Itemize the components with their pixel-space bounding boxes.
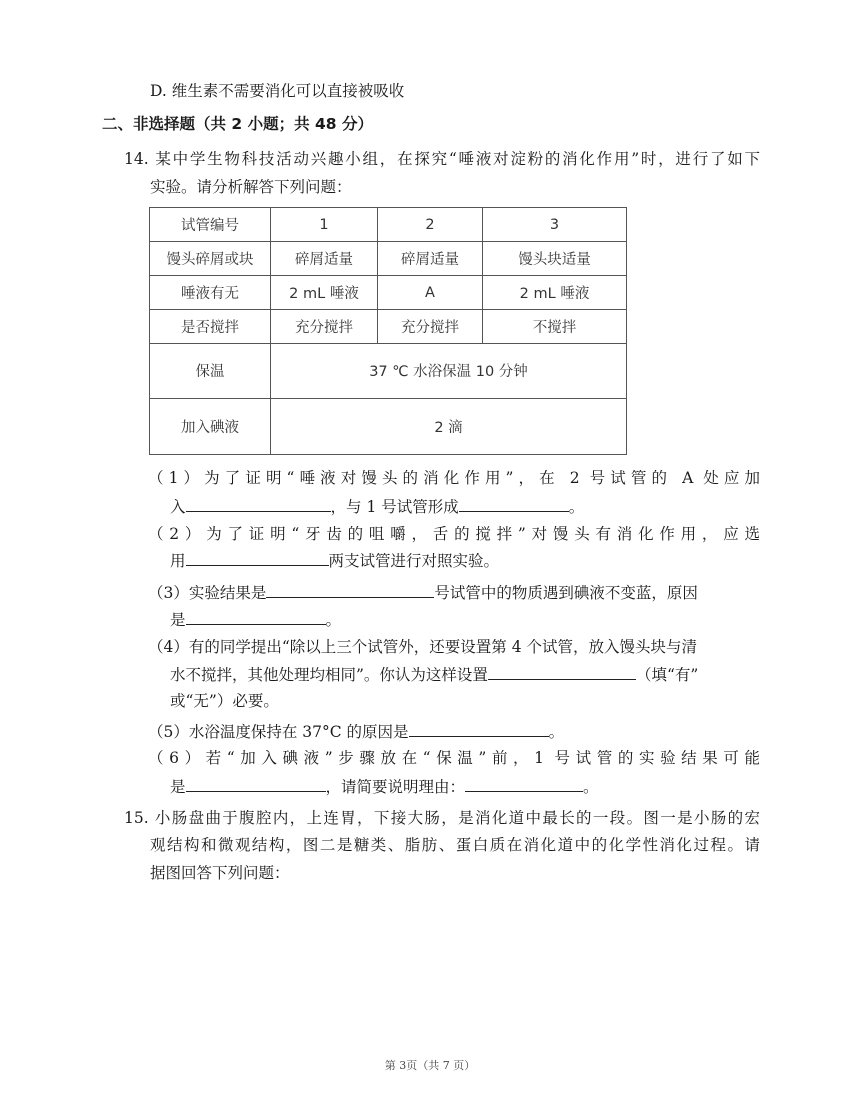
q14-sub3-line1 <box>148 581 698 604</box>
q14-sub1-line2 <box>170 495 584 518</box>
table-cell: 2 mL 唾液 <box>483 276 627 310</box>
q14-sub4-line3: 或“无”）必要。 <box>170 692 279 710</box>
text: 。 <box>325 611 342 629</box>
text: 。 <box>548 723 565 741</box>
q14-sub6-line1: （6）若“加入碘液”步骤放在“保温”前，1 号试管的实验结果可能 <box>148 749 760 767</box>
table-cell: 充分搅拌 <box>271 310 378 343</box>
table-header-2: 2 <box>378 208 483 242</box>
answer-blank[interactable] <box>459 495 569 512</box>
answer-blank[interactable] <box>266 581 434 598</box>
table-header-tube: 试管编号 <box>150 208 271 242</box>
text: 水不搅拌，其他处理均相同”。你认为这样设置 <box>170 666 488 684</box>
text: 入 <box>170 498 186 516</box>
q14-stem-line2: 实验。请分析解答下列问题： <box>150 178 352 196</box>
table-cell: 碎屑适量 <box>271 242 378 276</box>
page-footer: 第 3页（共 7 页） <box>384 1059 476 1072</box>
table-header-3: 3 <box>483 208 627 242</box>
table-cell: 不搅拌 <box>483 310 627 343</box>
q14-sub4-line2 <box>170 663 698 686</box>
table-cell: 充分搅拌 <box>378 310 483 343</box>
text: 。 <box>568 498 585 516</box>
q15-stem-line2: 观结构和微观结构，图二是糖类、脂肪、蛋白质在消化道中的化学性消化过程。请 <box>150 836 760 854</box>
table-cell: 保温 <box>150 343 271 398</box>
text: （填“有” <box>635 666 699 684</box>
option-d: D. 维生素不需要消化可以直接被吸收 <box>150 82 405 100</box>
text: 。 <box>583 778 599 796</box>
text: ，与 1 号试管形成 <box>330 498 459 516</box>
q14-stem-line1: 14. 某中学生物科技活动兴趣小组，在探究“唾液对淀粉的消化作用”时，进行了如下 <box>124 150 760 168</box>
section-heading: 二、非选择题（共 2 小题；共 48 分） <box>102 115 373 133</box>
q15-stem-line3: 据图回答下列问题： <box>150 864 290 882</box>
table-cell: 唾液有无 <box>150 276 271 310</box>
experiment-table <box>149 207 627 455</box>
table-cell: A <box>378 276 483 310</box>
text: 号试管中的物质遇到碘液不变蓝，原因 <box>434 584 698 602</box>
table-cell: 馒头碎屑或块 <box>150 242 271 276</box>
text: 用 <box>170 552 186 570</box>
table-cell: 37 ℃ 水浴保温 10 分钟 <box>271 343 627 398</box>
answer-blank[interactable] <box>186 608 326 625</box>
text: （3）实验结果是 <box>148 584 267 602</box>
text: ，请简要说明理由： <box>325 778 466 796</box>
q14-sub5 <box>148 720 564 743</box>
table-cell: 碎屑适量 <box>378 242 483 276</box>
text: 两支试管进行对照实验。 <box>328 552 500 570</box>
q15-stem-line1: 15. 小肠盘曲于腹腔内，上连胃，下接大肠，是消化道中最长的一段。图一是小肠的宏 <box>124 809 760 827</box>
q14-sub2-line2 <box>170 549 499 572</box>
q14-sub6-line2 <box>170 775 599 798</box>
q14-sub3-line2 <box>170 608 341 631</box>
answer-blank[interactable] <box>186 775 326 792</box>
text: 是 <box>170 611 186 629</box>
table-cell: 是否搅拌 <box>150 310 271 343</box>
table-cell: 2 滴 <box>271 398 627 454</box>
q14-sub4-line1: （4）有的同学提出“除以上三个试管外，还要设置第 4 个试管，放入馒头块与清 <box>148 638 698 656</box>
table-header-1: 1 <box>271 208 378 242</box>
q14-sub1-line1: （1）为了证明“唾液对馒头的消化作用”，在 2 号试管的 A 处应加 <box>148 469 760 487</box>
text: 是 <box>170 778 186 796</box>
q14-sub2-line1: （2）为了证明“牙齿的咀嚼，舌的搅拌”对馒头有消化作用，应选 <box>148 525 760 543</box>
text: （5）水浴温度保持在 37°C 的原因是 <box>148 723 409 741</box>
table-cell: 馒头块适量 <box>483 242 627 276</box>
answer-blank[interactable] <box>465 775 583 792</box>
answer-blank[interactable] <box>488 663 636 680</box>
answer-blank[interactable] <box>186 495 331 512</box>
table-cell: 加入碘液 <box>150 398 271 454</box>
answer-blank[interactable] <box>186 549 329 566</box>
table-cell: 2 mL 唾液 <box>271 276 378 310</box>
answer-blank[interactable] <box>409 720 549 737</box>
